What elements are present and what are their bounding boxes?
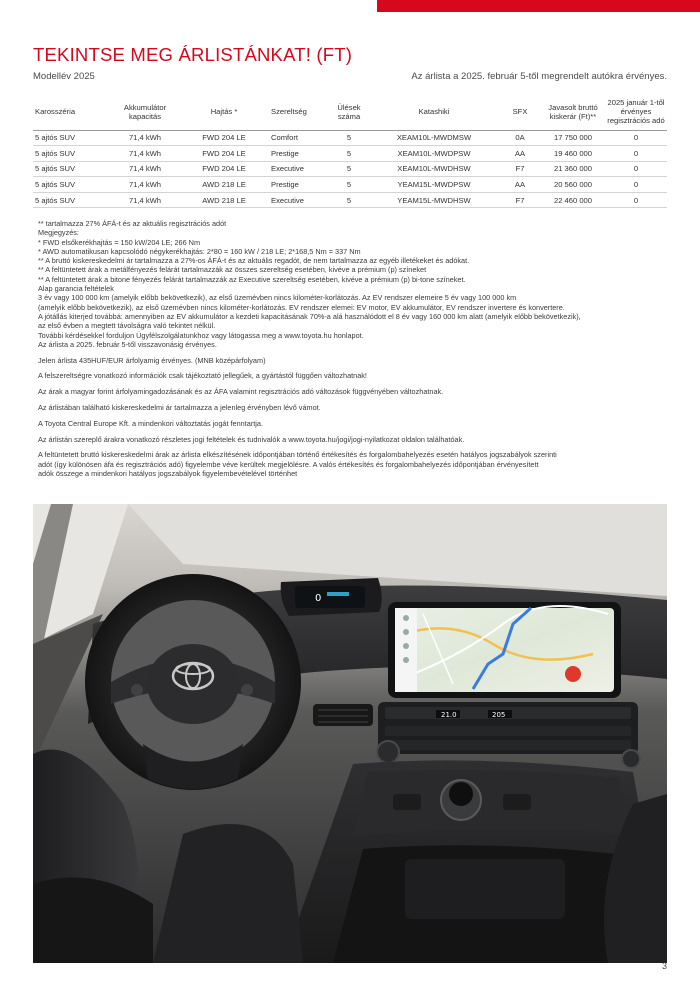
note-line: A feltüntetett bruttó kiskereskedelmi árak az árlista elkészítésének időpontjában történő értékesítés és forgalombahelyezés esetén hatályos jogszabályok szerinti xyxy=(38,450,557,460)
cell-sfx: 0A xyxy=(499,130,541,146)
note-line: adók összege a mindenkori hatályos jogszabályok figyelembevételével történhet xyxy=(38,469,298,479)
note-line: az első évben a megtett távolságra való tekintet nélkül. xyxy=(38,321,216,331)
cell-body: 5 ajtós SUV xyxy=(33,130,111,146)
column-header-drive: Hajtás * xyxy=(179,94,269,130)
note-line: ** tartalmazza 27% ÁFÁ-t és az aktuális regisztrációs adót xyxy=(38,219,227,228)
cell-price: 17 750 000 xyxy=(541,130,605,146)
note-line: A jótállás kiterjed továbbá: amennyiben az EV akkumulátor a kezdeti kapacitásának 70%-a alá használódott el 8 év vagy 160 000 km alatt (amelyik előbb bekövetkezik), xyxy=(38,311,581,321)
column-header-registration-tax: 2025 január 1-től érvényes regisztrációs adó xyxy=(605,94,667,130)
note-line: Az árlistában található kiskereskedelmi ár tartalmazza a jelenleg érvényben lévő vámot. xyxy=(38,403,321,413)
cell-katashiki: XEAM10L-MWDMSW xyxy=(369,130,499,146)
cell-battery: 71,4 kWh xyxy=(111,130,179,146)
note-line: Az árlista a 2025. február 5-től visszavonásig érvényes. xyxy=(38,339,217,349)
cell-drive: AWD 218 LE xyxy=(179,177,269,193)
cell-sfx: F7 xyxy=(499,161,541,177)
cell-registration-tax: 0 xyxy=(605,146,667,162)
cell-trim: Executive xyxy=(269,192,329,208)
cell-drive: AWD 218 LE xyxy=(179,192,269,208)
note-line: 3 év vagy 100 000 km (amelyik előbb bekövetkezik), az első üzemévben nincs kilométer-korlátozás. Az EV rendszer elemeire 5 év vagy 100 000 km xyxy=(38,293,517,303)
table-row xyxy=(33,146,667,162)
cell-price: 20 560 000 xyxy=(541,177,605,193)
cell-battery: 71,4 kWh xyxy=(111,161,179,177)
table-row xyxy=(33,177,667,193)
note-line: A Toyota Central Europe Kft. a mindenkori változtatás jogát fenntartja. xyxy=(38,418,263,428)
column-header-sfx: SFX xyxy=(499,94,541,130)
note-line: ** A bruttó kiskereskedelmi ár tartalmazza a 27%-os ÁFÁ-t és az aktuális regadót, de nem tartalmazza az egyéb illetékeket és adókat. xyxy=(38,256,470,266)
table-row xyxy=(33,161,667,177)
climate-readout: 205 xyxy=(492,711,506,719)
cell-registration-tax: 0 xyxy=(605,130,667,146)
cell-trim: Executive xyxy=(269,161,329,177)
top-accent-bar xyxy=(377,0,700,12)
cell-price: 19 460 000 xyxy=(541,146,605,162)
cell-registration-tax: 0 xyxy=(605,177,667,193)
note-line: Megjegyzés: xyxy=(38,228,79,238)
cell-price: 22 460 000 xyxy=(541,192,605,208)
model-year-label: Modellév 2025 xyxy=(33,71,95,82)
column-header-battery: Akkumulátor kapacitás xyxy=(111,94,179,130)
cell-registration-tax: 0 xyxy=(605,161,667,177)
cell-battery: 71,4 kWh xyxy=(111,146,179,162)
table-row xyxy=(33,130,667,146)
cell-seats: 5 xyxy=(329,177,369,193)
page-number: 3 xyxy=(661,961,667,971)
note-line: További kérdésekkel forduljon Ügyfélszolgálatunkhoz vagy látogassa meg a www.toyota.hu honlapot. xyxy=(38,330,364,340)
cell-katashiki: XEAM10L-MWDHSW xyxy=(369,161,499,177)
cell-seats: 5 xyxy=(329,161,369,177)
page-title: TEKINTSE MEG ÁRLISTÁNKAT! (FT) xyxy=(33,44,353,65)
cell-katashiki: XEAM10L-MWDPSW xyxy=(369,146,499,162)
cell-katashiki: YEAM15L-MWDHSW xyxy=(369,192,499,208)
cluster-readout: 0 xyxy=(315,593,322,604)
table-header-row xyxy=(33,94,667,130)
column-header-katashiki: Katashiki xyxy=(369,94,499,130)
note-line: Az árlistán szereplő árakra vonatkozó részletes jogi feltételek és tudnivalók a www.toyota.hu/jogi/jogi-nyilatkozat oldalon találhatóak. xyxy=(38,434,465,444)
cell-body: 5 ajtós SUV xyxy=(33,161,111,177)
cell-battery: 71,4 kWh xyxy=(111,192,179,208)
footnotes xyxy=(38,219,670,478)
cell-body: 5 ajtós SUV xyxy=(33,146,111,162)
cell-battery: 71,4 kWh xyxy=(111,177,179,193)
cell-body: 5 ajtós SUV xyxy=(33,192,111,208)
cell-body: 5 ajtós SUV xyxy=(33,177,111,193)
column-header-trim: Szereltség xyxy=(269,94,329,130)
cell-drive: FWD 204 LE xyxy=(179,161,269,177)
note-line: Az árak a magyar forint árfolyamingadozásának és az ÁFA valamint regisztrációs adó változások függvényében változhatnak. xyxy=(38,387,444,397)
climate-temp-left: 21.0 xyxy=(441,711,457,719)
cell-seats: 5 xyxy=(329,130,369,146)
cell-drive: FWD 204 LE xyxy=(179,130,269,146)
interior-photo xyxy=(33,504,667,963)
price-table xyxy=(33,94,667,208)
table-row xyxy=(33,192,667,208)
cell-trim: Comfort xyxy=(269,130,329,146)
note-line: * FWD elsőkerékhajtás = 150 kW/204 LE; 266 Nm xyxy=(38,237,201,247)
validity-note: Az árlista a 2025. február 5-től megrendelt autókra érvényes. xyxy=(411,71,667,82)
note-line: Alap garancia feltételek xyxy=(38,284,114,294)
cell-registration-tax: 0 xyxy=(605,192,667,208)
cell-drive: FWD 204 LE xyxy=(179,146,269,162)
cell-trim: Prestige xyxy=(269,177,329,193)
note-line: ** A feltüntetett árak a metálfényezés felárát tartalmazzák az összes szereltség esetében, kivéve a prémium (p) színeket xyxy=(38,265,427,275)
note-line: ** A feltüntetett árak a bitone fényezés felárát tartalmazzák az Executive szereltség esetében, kivéve a prémium (p) bi-tone színeket. xyxy=(38,274,466,284)
column-header-price: Javasolt bruttó kiskerár (Ft)** xyxy=(541,94,605,130)
cell-seats: 5 xyxy=(329,146,369,162)
note-line: Jelen árlista 435HUF/EUR árfolyamig érvényes. (MNB középárfolyam) xyxy=(38,355,266,365)
cell-trim: Prestige xyxy=(269,146,329,162)
note-line: (amelyik előbb bekövetkezik), az első üzemévben nincs kilométer-korlátozás. EV rendszer elemei: EV motor, EV akkumulátor, EV rendszer invertere és konvertere. xyxy=(38,302,565,312)
cell-price: 21 360 000 xyxy=(541,161,605,177)
note-line: * AWD automatikusan kapcsolódó négykerékhajtás: 2*80 = 160 kW / 218 LE; 2*168,5 Nm = 337 Nm xyxy=(38,246,361,256)
cell-seats: 5 xyxy=(329,192,369,208)
cell-sfx: AA xyxy=(499,177,541,193)
cell-sfx: AA xyxy=(499,146,541,162)
column-header-body: Karosszéria xyxy=(33,94,111,130)
column-header-seats: Ülések száma xyxy=(329,94,369,130)
cell-sfx: F7 xyxy=(499,192,541,208)
note-line: A felszereltségre vonatkozó információk csak tájékoztató jellegűek, a gyártástól függően változhatnak! xyxy=(38,371,367,381)
cell-katashiki: YEAM15L-MWDPSW xyxy=(369,177,499,193)
note-line: adót (így különösen áfa és regisztrációs adó) figyelembe véve kerültek megjelölésre. A valós értékesítés és forgalombahelyezés időpontjában érvényesített xyxy=(38,459,539,469)
